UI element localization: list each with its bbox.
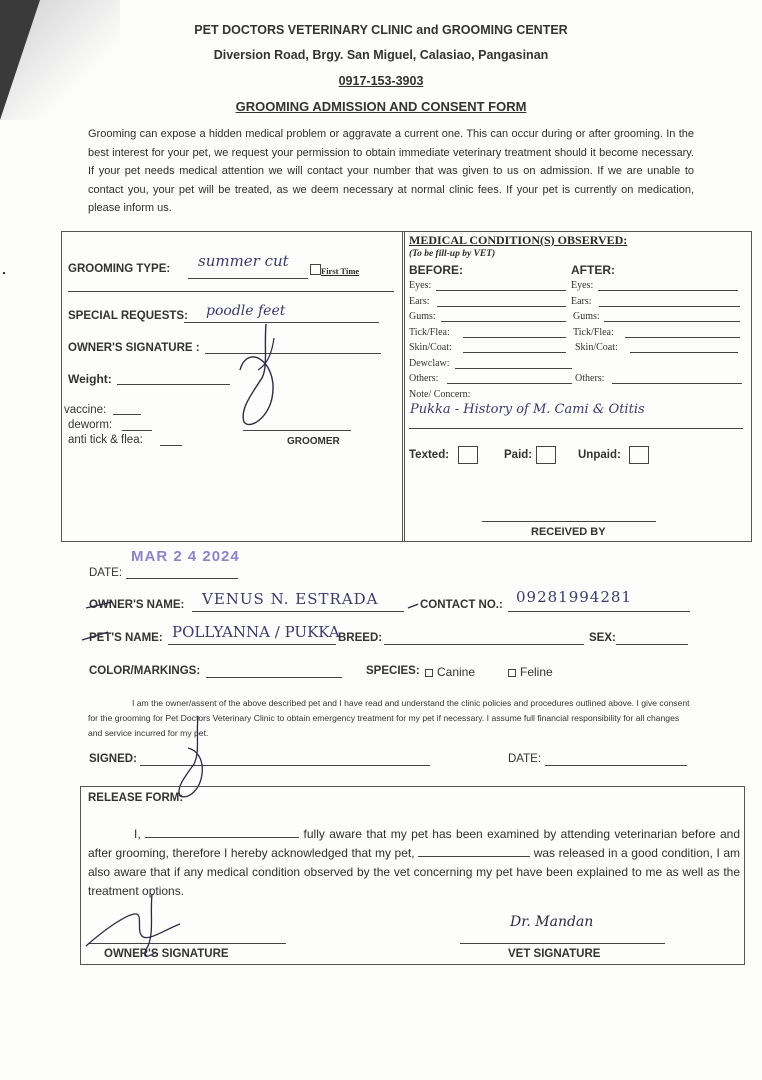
after-eyes-line	[598, 290, 738, 291]
before-dewclaw-line	[455, 368, 572, 369]
owner-signature-label: OWNER'S SIGNATURE :	[68, 342, 200, 354]
after-others-line	[612, 383, 742, 384]
before-tick: Tick/Flea:	[409, 327, 450, 338]
vaccine-line	[113, 414, 141, 415]
note-label: Note/ Concern:	[409, 389, 471, 400]
weight-line	[117, 384, 230, 385]
release-text-body: fully aware that my pet has been examined by attending veterinarian before and after grooming, therefore I hereby acknowledged that my pet,	[88, 827, 740, 860]
sex-label: SEX:	[589, 632, 616, 644]
owner-name-value[interactable]: VENUS N. ESTRADA	[202, 590, 379, 608]
texted-label: Texted:	[409, 449, 450, 461]
after-eyes: Eyes:	[571, 280, 594, 291]
before-gums: Gums:	[409, 311, 436, 322]
consent-text: I am the owner/assent of the above described pet and I have read and understand the clinic policies and procedures outlined above. I give consent for the grooming for Pet Doctors Veterinary Clinic to obtain emergency treatment for my pet if necessary. I assume full financial responsibility for all changes and service incurred for my pet.	[88, 698, 690, 738]
consent-date-line	[545, 765, 687, 766]
pet-name-label: PET'S NAME:	[89, 632, 163, 644]
vet-signature-label: VET SIGNATURE	[508, 948, 601, 960]
before-label: BEFORE:	[409, 263, 463, 277]
groomer-line	[243, 430, 351, 431]
after-ears-line	[599, 306, 740, 307]
pet-name-value[interactable]: POLLYANNA / PUKKA	[172, 623, 340, 641]
before-skin: Skin/Coat:	[409, 342, 452, 353]
release-owner-signature-label: OWNER'S SIGNATURE	[104, 948, 229, 960]
grooming-type-value[interactable]: summer cut	[198, 252, 289, 270]
release-text-end: was released in a good condition, I am also aware that if any medical condition observed by the vet concerning my pet have been explained to me as well as the treatment options.	[88, 846, 740, 898]
after-skin: Skin/Coat:	[575, 342, 618, 353]
before-eyes-line	[436, 290, 566, 291]
release-owner-blank[interactable]	[145, 827, 299, 838]
first-time-label: First Time	[321, 266, 360, 276]
received-by-line	[482, 521, 656, 522]
after-gums-line	[604, 321, 740, 322]
medical-title: MEDICAL CONDITION(S) OBSERVED:	[409, 233, 628, 247]
paid-checkbox[interactable]	[536, 446, 556, 464]
before-ears: Ears:	[409, 296, 430, 307]
before-ears-line	[437, 306, 566, 307]
clinic-phone: 0917-153-3903	[338, 74, 424, 88]
sex-line	[616, 644, 688, 645]
after-others: Others:	[575, 373, 605, 384]
breed-line	[384, 644, 584, 645]
color-line	[206, 677, 342, 678]
medical-subtitle: (To be fill-up by VET)	[409, 249, 496, 259]
anti-tick-line	[160, 445, 182, 446]
after-tick-line	[625, 337, 740, 338]
pen-strikes	[78, 592, 418, 644]
owner-signature-scribble	[228, 318, 288, 428]
after-label: AFTER:	[571, 263, 615, 277]
contact-line	[508, 611, 690, 612]
vaccine-label: vaccine:	[64, 404, 107, 416]
note-value[interactable]: Pukka - History of M. Cami & Otitis	[410, 402, 645, 417]
release-text-i: I,	[134, 827, 141, 841]
groomer-label: GROOMER	[287, 436, 340, 447]
grooming-type-line	[188, 278, 308, 279]
breed-label: BREED:	[338, 632, 383, 644]
texted-checkbox[interactable]	[458, 446, 478, 464]
after-ears: Ears:	[571, 296, 592, 307]
feline-label: Feline	[520, 665, 553, 679]
grooming-extra-line	[68, 291, 394, 292]
received-by-label: RECEIVED BY	[531, 526, 606, 538]
note-line	[409, 428, 743, 429]
contact-value[interactable]: 09281994281	[516, 588, 632, 606]
special-requests-value[interactable]: poodle feet	[206, 303, 286, 319]
after-gums: Gums:	[573, 311, 600, 322]
anti-tick-label: anti tick & flea:	[68, 434, 143, 446]
date-label: DATE:	[89, 567, 123, 579]
grooming-type-label: GROOMING TYPE:	[68, 263, 171, 275]
first-time-checkbox[interactable]	[310, 264, 321, 275]
before-skin-line	[463, 352, 566, 353]
deworm-line	[122, 430, 152, 431]
medical-box	[402, 231, 752, 542]
paid-label: Paid:	[504, 449, 533, 461]
after-skin-line	[630, 352, 738, 353]
intro-paragraph: Grooming can expose a hidden medical problem or aggravate a current one. This can occur during or after grooming. In the best interest for your pet, we request your permission to obtain immediate veterinary treatment should it become necessary. If your pet needs medical attention we will contact your number that was given to us on admission. If we are unable to contact you, your pet will be treated, as we deem necessary at normal clinic fees. If your pet is currently on medication, please inform us.	[88, 128, 694, 214]
unpaid-checkbox[interactable]	[629, 446, 649, 464]
date-line	[126, 578, 238, 579]
scan-dot	[3, 272, 5, 274]
contact-label: CONTACT NO.:	[420, 599, 503, 611]
signed-label: SIGNED:	[89, 753, 137, 765]
after-tick: Tick/Flea:	[573, 327, 614, 338]
before-gums-line	[441, 321, 566, 322]
before-eyes: Eyes:	[409, 280, 432, 291]
vet-signature-line	[460, 943, 665, 944]
deworm-label: deworm:	[68, 419, 113, 431]
release-owner-signature-scribble	[84, 890, 194, 960]
before-tick-line	[463, 337, 566, 338]
clinic-name: PET DOCTORS VETERINARY CLINIC and GROOMING CENTER	[194, 23, 568, 37]
unpaid-label: Unpaid:	[578, 449, 621, 461]
feline-checkbox[interactable]	[508, 669, 516, 677]
release-pet-blank[interactable]	[418, 846, 530, 857]
special-requests-label: SPECIAL REQUESTS:	[68, 310, 188, 322]
pet-name-line	[168, 644, 336, 645]
before-others: Others:	[409, 373, 439, 384]
owner-name-label: OWNER'S NAME:	[89, 599, 185, 611]
canine-checkbox[interactable]	[425, 669, 433, 677]
consent-date-label: DATE:	[508, 753, 542, 765]
species-label: SPECIES:	[366, 665, 420, 677]
clinic-address: Diversion Road, Brgy. San Miguel, Calasiao, Pangasinan	[213, 48, 549, 62]
release-title: RELEASE FORM:	[88, 792, 184, 804]
canine-label: Canine	[437, 665, 476, 679]
form-title: GROOMING ADMISSION AND CONSENT FORM	[235, 99, 527, 114]
before-dewclaw: Dewclaw:	[409, 358, 450, 369]
vet-signature-value: Dr. Mandan	[510, 914, 594, 930]
before-others-line	[447, 383, 572, 384]
date-stamp: MAR 2 4 2024	[131, 548, 240, 565]
weight-label: Weight:	[68, 372, 112, 386]
color-label: COLOR/MARKINGS:	[89, 665, 201, 677]
